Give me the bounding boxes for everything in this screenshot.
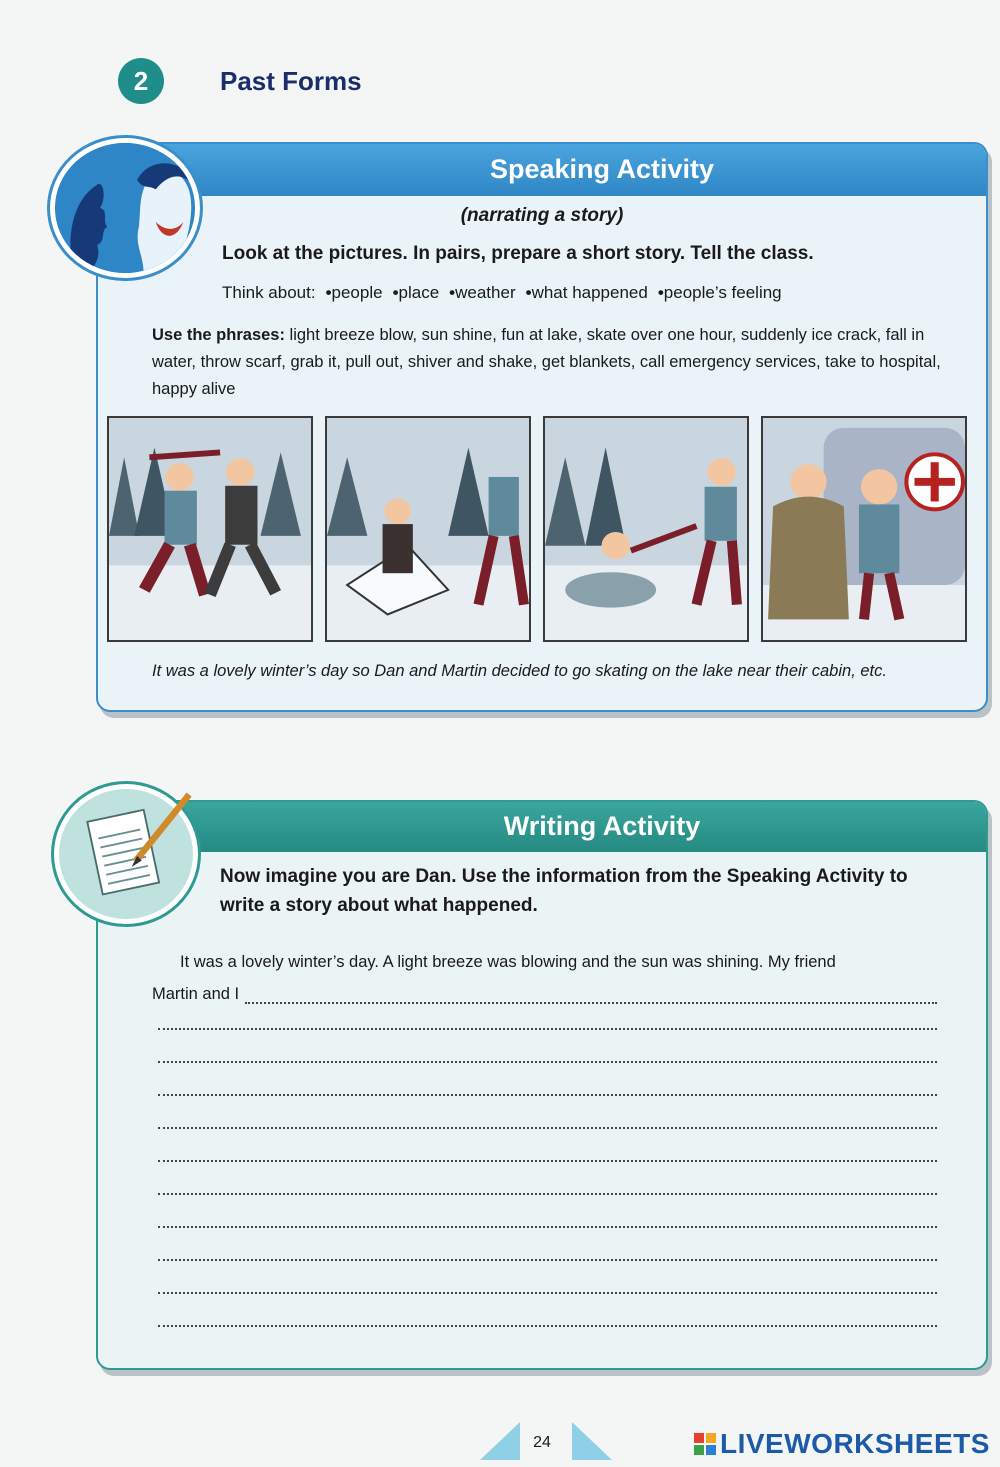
dotted-answer-line[interactable] xyxy=(158,1061,937,1063)
comic-panel-skating xyxy=(107,416,313,642)
dotted-answer-line[interactable] xyxy=(158,1127,937,1129)
unit-title: Past Forms xyxy=(220,65,362,96)
writing-line-first[interactable] xyxy=(152,985,937,1004)
think-item: • place xyxy=(393,283,440,303)
speaking-instruction: Look at the pictures. In pairs, prepare a short story. Tell the class. xyxy=(222,243,814,264)
dotted-answer-line[interactable] xyxy=(158,1259,937,1261)
page-tab-left xyxy=(480,1422,520,1460)
dotted-answer-line[interactable] xyxy=(158,1160,937,1162)
think-item: • weather xyxy=(449,283,515,303)
liveworksheets-logo-icon xyxy=(694,1433,716,1455)
comic-panel-rescue xyxy=(543,416,749,642)
unit-number-badge: 2 xyxy=(118,58,164,104)
dotted-answer-line[interactable] xyxy=(158,1193,937,1195)
page-tab-right xyxy=(572,1422,612,1460)
dotted-answer-line[interactable] xyxy=(158,1028,937,1030)
think-item: • people’s feeling xyxy=(658,283,782,303)
writing-instruction: Now imagine you are Dan. Use the information from the Speaking Activity to write a story about what happened. xyxy=(220,866,908,916)
page-number: 24 xyxy=(533,1434,551,1451)
think-item: • what happened xyxy=(526,283,648,303)
dotted-answer-line[interactable] xyxy=(158,1094,937,1096)
phrases-text: light breeze blow, sun shine, fun at lake, skate over one hour, suddenly ice crack, fall in water, throw scarf, grab it, pull out, shiver and shake, get blankets, call emergency services, take to hospital, happy alive xyxy=(152,326,941,398)
think-about-label: Think about: xyxy=(222,283,316,302)
dotted-answer-line[interactable] xyxy=(158,1325,937,1327)
comic-panel-ice-crack xyxy=(325,416,531,642)
speaking-title: Speaking Activity xyxy=(489,154,715,184)
think-item: • people xyxy=(326,283,383,303)
comic-panels xyxy=(107,416,967,642)
story-starter: It was a lovely winter’s day. A light breeze was blowing and the sun was shining. My friend xyxy=(180,953,836,971)
dotted-answer-line[interactable] xyxy=(158,1292,937,1294)
think-about-list xyxy=(222,283,782,303)
writing-title: Writing Activity xyxy=(503,811,701,841)
story-caption: It was a lovely winter’s day so Dan and Martin decided to go skating on the lake near their cabin, etc. xyxy=(152,662,887,680)
liveworksheets-logo[interactable] xyxy=(694,1428,990,1460)
story-starter-continuation: Martin and I xyxy=(152,985,240,1003)
notepad-pencil-icon xyxy=(54,784,198,924)
speaking-subtitle: (narrating a story) xyxy=(460,205,624,226)
brand-name: LIVEWORKSHEETS xyxy=(720,1428,990,1459)
phrases-paragraph xyxy=(152,322,952,403)
phrases-label: Use the phrases: xyxy=(152,326,285,344)
dotted-answer-line[interactable] xyxy=(245,990,937,1004)
dotted-answer-line[interactable] xyxy=(158,1226,937,1228)
unit-header xyxy=(118,58,362,104)
comic-panel-ambulance xyxy=(761,416,967,642)
